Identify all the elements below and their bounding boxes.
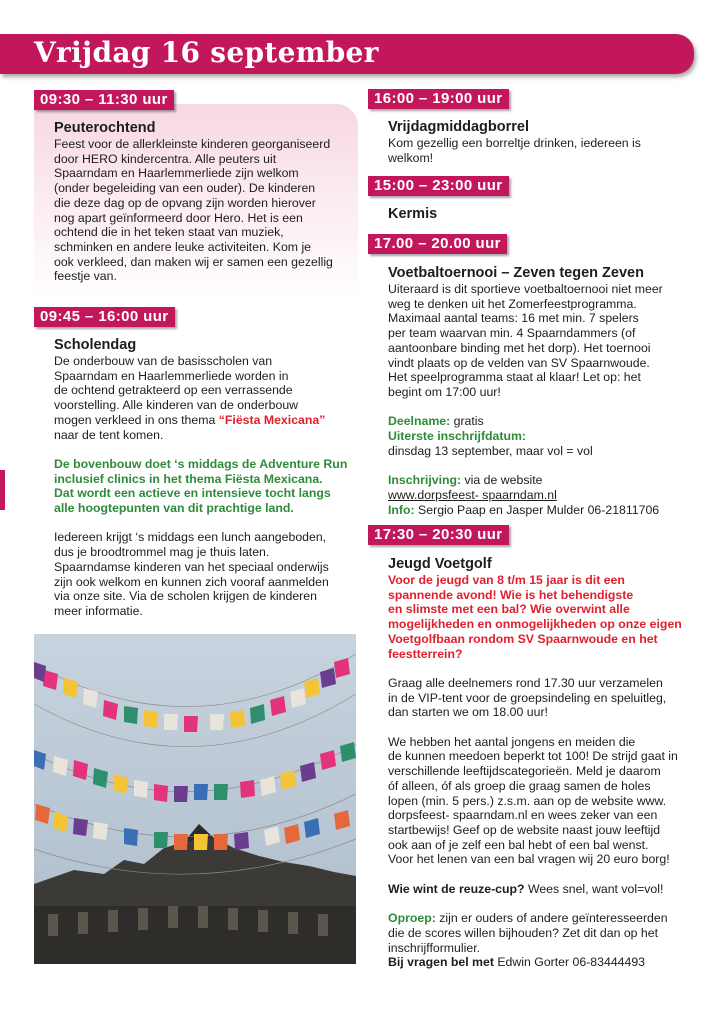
page-title: Vrijdag 16 september (34, 36, 379, 69)
deelname-line: Deelname: gratis (388, 414, 484, 429)
voetbal-text: Uiteraard is dit sportieve voetbaltoernooi niet meer weg te denken uit het Zomerfeestprogramma. Maximaal aantal teams: 16 met min. 7 spelers per team waarvan min. 4 Spaarndammers (of aantoonbare binding met het dorp). Het toernooi vindt plaats op de velden van SV Spaarnwoude. Het speelprogramma staat al klaar! Let op: het begint om 17:00 uur! (388, 282, 663, 399)
inschrijving-line: Inschrijving: via de website (388, 473, 543, 488)
time-badge-voetbal: 17.00 – 20.00 uur (368, 234, 507, 254)
bovenbouw-text: De bovenbouw doet ‘s middags de Adventure Run inclusief clinics in het thema Fiësta Mexicana. Dat wordt een actieve en intensieve tocht langs alle hoogtepunten van dit prachtige land. (54, 456, 348, 516)
peuter-section (54, 120, 354, 284)
time-badge-school: 09:45 – 16:00 uur (34, 307, 175, 327)
time-badge-peuter: 09:30 – 11:30 uur (34, 90, 174, 110)
peuter-text: Feest voor de allerkleinste kinderen georganiseerd door HERO kindercentra. Alle peuters uit Spaarndam en Haarlemmerliede zijn welkom (onder begeleiding van een ouder). De kinderen die deze dag op de opvang zijn worden hierover nog apart geïnformeerd door Hero. Het is een ochtend die in het teken staat van muziek, schminken en andere leuke activiteiten. Kom je ook verkleed, dan maken wij er samen een gezellig feestje van. (54, 137, 333, 284)
cup-line: Wie wint de reuze-cup? Wees snel, want vol=vol! (388, 881, 664, 896)
school-text: De onderbouw van de basisscholen van Spaarndam en Haarlemmerliede worden in de ochtend getrakteerd op een verrassende voorstelling. Alle kinderen van de onderbouw mogen verkleed in ons thema “Fiësta Mexicana” naar de tent komen. (54, 354, 326, 442)
time-badge-kermis: 15:00 – 23:00 uur (368, 176, 509, 196)
voetbal-title: Voetbaltoernooi – Zeven tegen Zeven (388, 265, 644, 281)
borrel-section (388, 119, 688, 165)
lunch-text: Iedereen krijgt ‘s middags een lunch aangeboden, dus je broodtrommel mag je thuis laten. Spaarndamse kinderen van het speciaal onderwijs zijn ook welkom en kunnen zich vooraf aanmelden via onze site. Via de scholen krijgen de kinderen meer informatie. (54, 530, 329, 618)
kermis-section (388, 206, 688, 223)
deadline-value: dinsdag 13 september, maar vol = vol (388, 443, 593, 458)
golf-para1: Graag alle deelnemers rond 17.30 uur verzamelen in de VIP-tent voor de groepsindeling en speluitleg, dan starten we om 18.00 uur! (388, 675, 667, 720)
edge-tab (0, 470, 5, 510)
voetbal-section (388, 265, 708, 517)
time-badge-golf: 17:30 – 20:30 uur (368, 525, 509, 545)
theme-name: “Fiësta Mexicana” (218, 412, 326, 427)
golf-title: Jeugd Voetgolf (388, 556, 492, 572)
oproep-text: Oproep: zijn er ouders of andere geïnteresseerden die de scores willen bijhouden? Zet dit dan op het inschrijfformulier. (388, 911, 668, 955)
school-section (54, 337, 354, 619)
golf-section (388, 556, 708, 970)
borrel-text: Kom gezellig een borreltje drinken, iedereen is welkom! (388, 136, 641, 165)
deadline-label: Uiterste inschrijfdatum: (388, 429, 527, 444)
info-line: Info: Sergio Paap en Jasper Mulder 06-21811706 (388, 502, 660, 517)
website-link[interactable]: www.dorpsfeest- spaarndam.nl (388, 487, 557, 502)
papel-picado-photo (34, 634, 356, 964)
borrel-title: Vrijdagmiddagborrel (388, 119, 529, 135)
peuter-title: Peuterochtend (54, 120, 156, 136)
golf-intro: Voor de jeugd van 8 t/m 15 jaar is dit een spannende avond! Wie is het behendigste en slimste met een bal? Wie overwint alle mogelijkheden en onmogelijkheden op onze eigen Voetgolfbaan rondom SV Spaarnwoude en het feestterrein? (388, 573, 682, 661)
kermis-title: Kermis (388, 206, 438, 222)
time-badge-borrel: 16:00 – 19:00 uur (368, 89, 509, 109)
golf-para2: We hebben het aantal jongens en meiden die de kunnen meedoen beperkt tot 100! De strijd gaat in verschillende leeftijdscategorieën. Meld je daarom óf alleen, óf als groep die graag samen de holes lopen (min. 5 pers.) z.s.m. aan op de website www. dorpsfeest- spaarndam.nl en wees zeker van een startbewijs! Geef op de website naast jouw leeftijd ook aan of je zelf een bal hebt of een bal wenst. Voor het lenen van een bal vragen wij 20 euro borg! (388, 734, 678, 867)
school-title: Scholendag (54, 337, 137, 353)
bel-line: Bij vragen bel met Edwin Gorter 06-83444493 (388, 955, 646, 970)
